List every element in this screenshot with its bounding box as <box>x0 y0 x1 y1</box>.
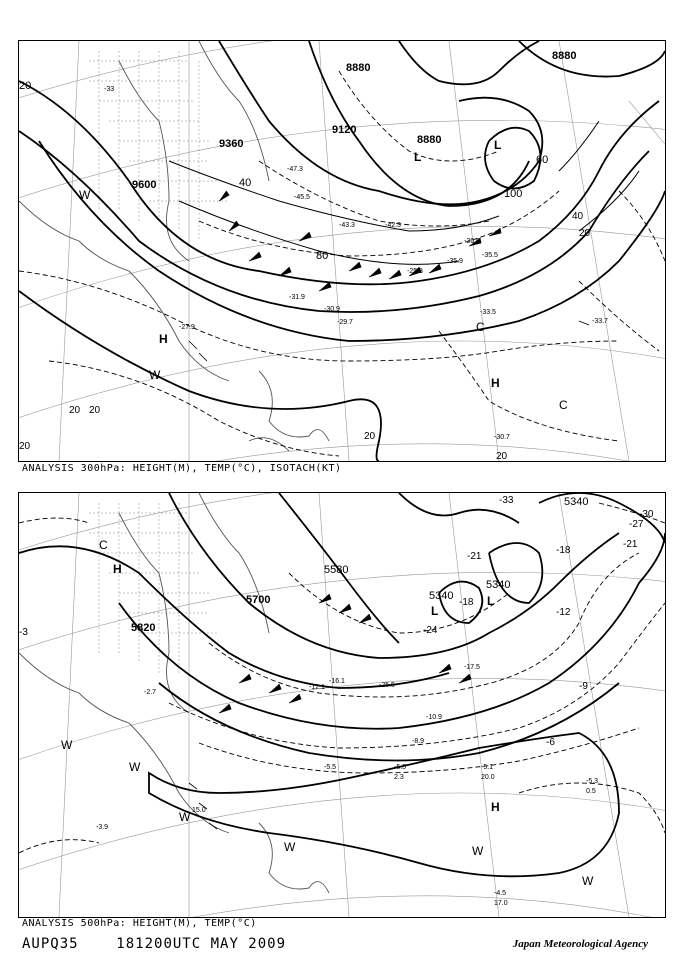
svg-text:-5.5: -5.5 <box>324 764 337 771</box>
warm-center: W <box>61 738 73 752</box>
svg-text:-12: -12 <box>556 607 571 618</box>
svg-text:-30.7: -30.7 <box>494 434 510 441</box>
svg-text:20: 20 <box>69 405 81 416</box>
svg-text:-25.3: -25.3 <box>407 268 423 275</box>
warm-center: W <box>582 874 594 888</box>
caption-300hpa: ANALYSIS 300hPa: HEIGHT(M), TEMP(°C), ISOTACH(KT) <box>22 463 342 474</box>
low-center: L <box>414 150 422 164</box>
svg-text:-43.3: -43.3 <box>339 222 355 229</box>
height-label: 5820 <box>131 622 156 634</box>
svg-text:-30.9: -30.9 <box>324 306 340 313</box>
analysis-300hpa-map <box>18 40 666 462</box>
svg-text:-9: -9 <box>579 681 588 692</box>
isotach-label: 40 <box>239 177 252 189</box>
svg-text:-5.1: -5.1 <box>481 764 494 771</box>
high-center: H <box>113 562 122 576</box>
svg-text:40: 40 <box>572 211 584 222</box>
svg-text:-30: -30 <box>639 509 654 520</box>
high-center: H <box>159 332 168 346</box>
warm-center: W <box>284 840 296 854</box>
svg-text:-4.5: -4.5 <box>494 890 507 897</box>
svg-text:-36.5: -36.5 <box>464 238 480 245</box>
height-label: 8880 <box>417 134 442 146</box>
isotach-labels <box>19 80 591 461</box>
map-300hpa-canvas <box>19 41 665 461</box>
svg-text:-18: -18 <box>459 597 474 608</box>
svg-text:0.5: 0.5 <box>586 788 596 795</box>
pressure-center-labels <box>61 538 594 888</box>
svg-text:-2.7: -2.7 <box>144 689 157 696</box>
height-label: 5340 <box>564 496 589 508</box>
svg-text:-12.1: -12.1 <box>309 684 325 691</box>
svg-text:-33.5: -33.5 <box>480 309 496 316</box>
height-label: 9120 <box>332 124 357 136</box>
svg-text:-21: -21 <box>623 539 638 550</box>
coastline <box>19 41 329 451</box>
svg-text:-16.1: -16.1 <box>329 678 345 685</box>
isotach-label: 80 <box>316 250 329 262</box>
svg-text:-5.5: -5.5 <box>394 764 407 771</box>
svg-text:-17.5: -17.5 <box>464 664 480 671</box>
isotach-label: 100 <box>504 188 523 200</box>
svg-text:-33.7: -33.7 <box>592 318 608 325</box>
svg-text:-27: -27 <box>629 519 644 530</box>
high-center: H <box>491 800 500 814</box>
height-label: 8880 <box>552 50 577 62</box>
valid-time: 181200UTC MAY 2009 <box>116 936 287 952</box>
svg-text:-18: -18 <box>556 545 571 556</box>
height-label: 5340 <box>429 590 454 602</box>
coastline <box>19 493 329 893</box>
cold-center: C <box>476 320 485 334</box>
svg-text:-25.5: -25.5 <box>379 682 395 689</box>
map-500hpa-canvas <box>19 493 665 917</box>
svg-text:20.0: 20.0 <box>481 774 495 781</box>
svg-text:-29.7: -29.7 <box>337 319 353 326</box>
warm-center: W <box>472 844 484 858</box>
low-center: L <box>494 138 502 152</box>
svg-text:-8.9: -8.9 <box>412 738 425 745</box>
svg-text:17.0: 17.0 <box>494 900 508 907</box>
height-label: 5340 <box>486 579 511 591</box>
svg-text:20: 20 <box>364 431 376 442</box>
svg-text:20: 20 <box>89 405 101 416</box>
caption-500hpa: ANALYSIS 500hPa: HEIGHT(M), TEMP(°C) <box>22 918 257 929</box>
svg-text:2.3: 2.3 <box>394 774 404 781</box>
svg-text:-10.9: -10.9 <box>426 714 442 721</box>
isotach-label: 60 <box>536 154 549 166</box>
svg-text:-21: -21 <box>467 551 482 562</box>
svg-text:-3.9: -3.9 <box>96 824 109 831</box>
svg-text:-27.9: -27.9 <box>179 324 195 331</box>
product-header <box>22 936 286 952</box>
high-center: H <box>491 376 500 390</box>
svg-text:-24: -24 <box>423 625 438 636</box>
temperature-samples <box>104 86 608 441</box>
product-code: AUPQ35 <box>22 936 79 952</box>
svg-text:15.0: 15.0 <box>192 807 206 814</box>
low-center: L <box>487 594 495 608</box>
svg-text:-45.5: -45.5 <box>294 194 310 201</box>
svg-text:20: 20 <box>496 451 508 461</box>
svg-text:-42.3: -42.3 <box>385 222 401 229</box>
svg-text:-3: -3 <box>19 627 28 638</box>
svg-text:20: 20 <box>19 441 31 452</box>
analysis-500hpa-map <box>18 492 666 918</box>
height-label: 9600 <box>132 179 157 191</box>
svg-text:-47.3: -47.3 <box>287 166 303 173</box>
svg-text:-31.9: -31.9 <box>289 294 305 301</box>
height-label: 8880 <box>346 62 371 74</box>
height-contours <box>19 41 665 461</box>
warm-center: W <box>149 368 161 382</box>
warm-center: W <box>129 760 141 774</box>
height-label: 5580 <box>324 564 349 576</box>
cold-center: C <box>99 538 108 552</box>
warm-center: W <box>79 188 91 202</box>
svg-text:-6: -6 <box>546 737 555 748</box>
svg-text:-35.5: -35.5 <box>482 252 498 259</box>
height-label: 9360 <box>219 138 244 150</box>
height-label: 5700 <box>246 594 271 606</box>
svg-text:-5.3: -5.3 <box>586 778 599 785</box>
warm-center: W <box>179 810 191 824</box>
svg-text:-33: -33 <box>104 86 115 93</box>
svg-text:20: 20 <box>579 228 591 239</box>
height-labels <box>131 496 588 634</box>
svg-text:-33: -33 <box>499 495 514 506</box>
agency-name: Japan Meteorological Agency <box>512 938 648 950</box>
isotach-label: 20 <box>19 80 32 92</box>
svg-text:-35.9: -35.9 <box>447 258 463 265</box>
low-center: L <box>431 604 439 618</box>
cold-center: C <box>559 398 568 412</box>
